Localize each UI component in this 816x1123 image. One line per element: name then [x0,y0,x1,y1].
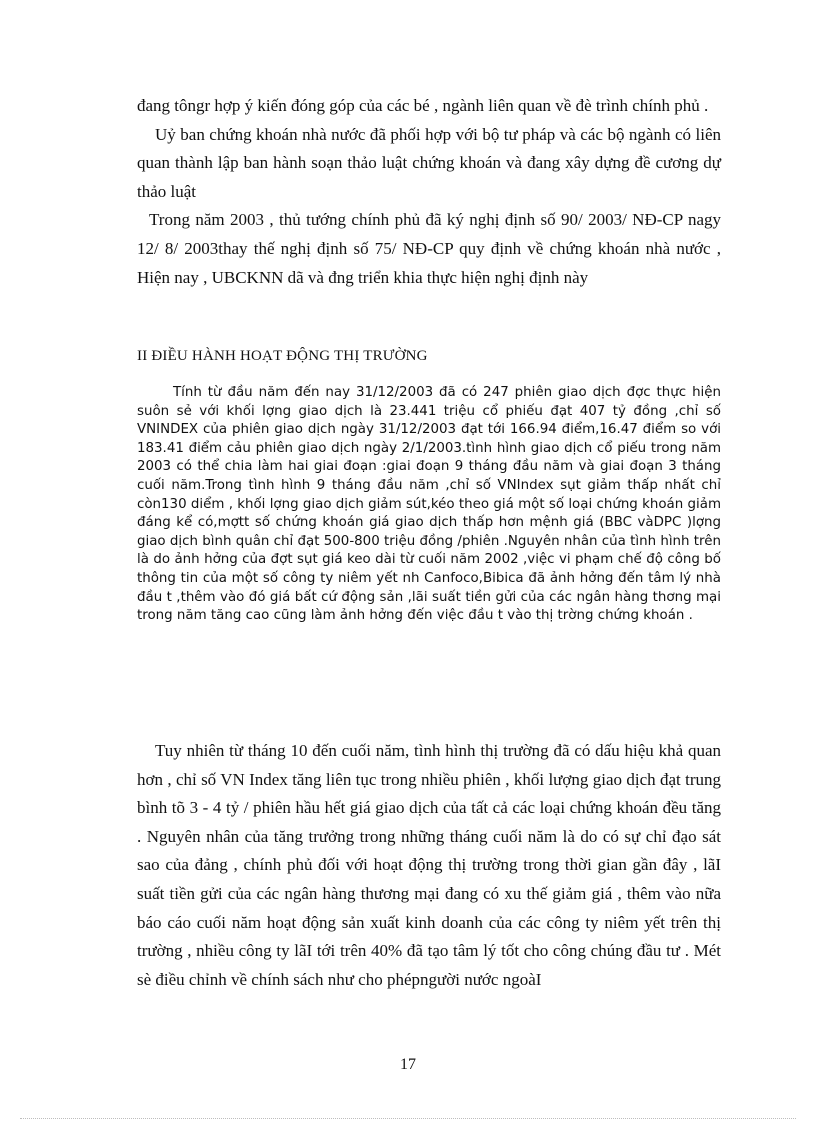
bottom-text-block [137,737,721,994]
paragraph-bottom: Tuy nhiên từ tháng 10 đến cuối năm, tình hình thị trường đã có dấu hiệu khả quan hơn , chỉ số VN Index tăng liên tục trong nhiều phiên , khối lượng giao dịch đạt trung bình tõ 3 - 4 tỷ / phiên hầu hết giá giao dịch của tất cả các loại chứng khoán đều tăng . Nguyên nhân của tăng trưởng trong những tháng cuối năm là do có sự chỉ đạo sát sao của đảng , chính phủ đối với hoạt động thị trường trong thời gian gần đây , lãI suất tiền gửi của các ngân hàng thương mại đang có xu thế giảm giá , thêm vào nữa báo cáo cuối năm hoạt động sản xuất kinh doanh của các công ty niêm yết trên thị trường , nhiều công ty lãI tới trên 40% đã tạo tâm lý tốt cho công chúng đầu tư . Mét sè điều chỉnh về chính sách như cho phépngười nước ngoàI [137,741,721,989]
paragraph-2: Uỷ ban chứng khoán nhà nước đã phối hợp với bộ tư pháp và các bộ ngành có liên quan thành lập ban hành soạn thảo luật chứng khoán và đang xây dựng đề cương dự thảo luật [137,124,721,201]
market-paragraph: Tính từ đầu năm đến nay 31/12/2003 đã có 247 phiên giao dịch đợc thực hiện suôn sẻ với khối lợng giao dịch là 23.441 triệu cổ phiếu đạt 407 tỷ đồng ,chỉ số VNINDEX của phiên giao dịch ngày 31/12/2003 đạt tới 166.94 điểm,16.47 điểm so với 183.41 điểm cảu phiên giao dịch ngày 2/1/2003.tình hình giao dịch cổ piếu trong năm 2003 có thể chia làm hai giai đoạn :giai đoạn 9 tháng đầu năm và giai đoạn 3 tháng cuối năm.Trong tình hình 9 tháng đầu năm ,chỉ số VNIndex sụt giảm thấp nhất chỉ còn130 diểm , khối lợng giao dịch giảm sút,kéo theo giá một số loại chứng khoán giảm đáng kể có,mợtt số chứng khoán giá giao dịch thấp hơn mệnh giá (BBC vàDPC )lợng giao dịch bình quân chỉ đạt 500-800 triệu đồng /phiên .Nguyên nhân của tình hình trên là do ảnh hởng của đợt sụt giá keo dài từ cuối năm 2002 ,việc vi phạm chế độ công bố thông tin của một số công ty niêm yết nh Canfoco,Bibica đã ảnh hởng đến tâm lý nhà đầu t ,thêm vào đó giá bất cứ động sản ,lãi suất tiền gửi của các ngân hàng thơng mại trong năm tăng cao cũng làm ảnh hởng đến việc đầu t vào thị trờng chứng khoán . [137,385,721,624]
section-heading: II ĐIỀU HÀNH HOẠT ĐỘNG THỊ TRƯỜNG [137,348,428,364]
page-number: 17 [400,1056,416,1073]
paragraph-3: Trong năm 2003 , thủ tướng chính phủ đã ký nghị định số 90/ 2003/ NĐ-CP nagy 12/ 8/ 2003thay thế nghị định số 75/ NĐ-CP quy định về chứng khoán nhà nước , Hiện nay , UBCKNN dã và đng triển khia thực hiện nghị định này [137,210,721,287]
paragraph-1: đang tôngr hợp ý kiến đóng góp của các bé , ngành liên quan về đè trình chính phủ . [137,96,709,115]
page-bottom-divider [20,1118,796,1119]
top-text-block [137,92,721,292]
